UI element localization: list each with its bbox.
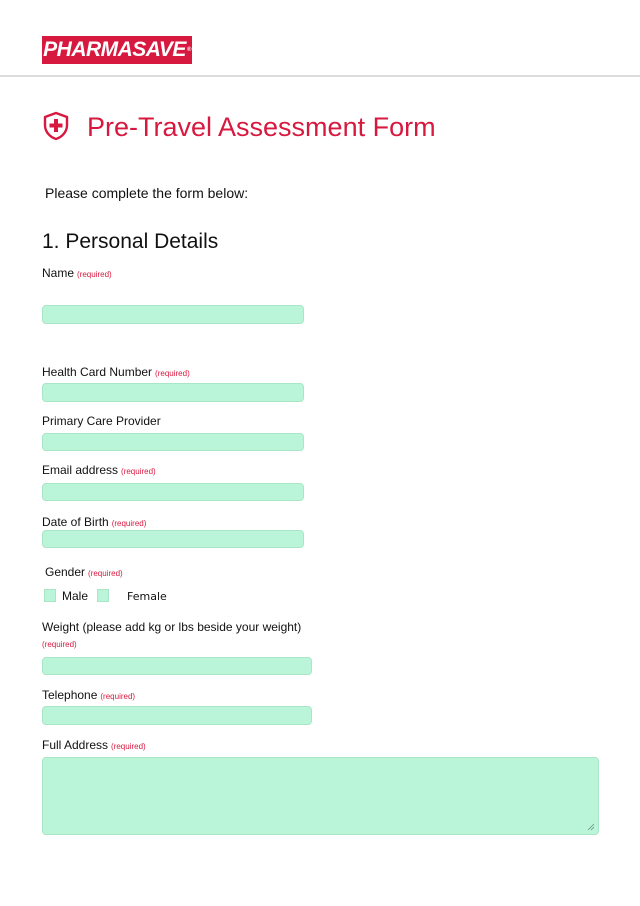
required-tag: (required) bbox=[42, 640, 77, 649]
address-label: Full Address (required) bbox=[42, 738, 146, 752]
header-divider bbox=[0, 75, 640, 77]
required-tag: (required) bbox=[121, 467, 156, 476]
gender-male-checkbox[interactable] bbox=[44, 589, 56, 602]
gender-female-checkbox[interactable] bbox=[97, 589, 109, 602]
gender-female-label: Female bbox=[127, 590, 167, 603]
email-input[interactable] bbox=[42, 483, 304, 501]
health-card-input[interactable] bbox=[42, 383, 304, 402]
section-title: 1. Personal Details bbox=[42, 230, 219, 253]
pharmasave-logo: PHARMASAVE® bbox=[42, 36, 192, 64]
name-label: Name (required) bbox=[42, 266, 112, 280]
shield-cross-icon bbox=[40, 110, 72, 142]
primary-care-input[interactable] bbox=[42, 433, 304, 451]
telephone-label: Telephone (required) bbox=[42, 688, 136, 702]
intro-text: Please complete the form below: bbox=[45, 185, 249, 201]
dob-label: Date of Birth (required) bbox=[42, 515, 147, 529]
gender-label: Gender (required) bbox=[45, 565, 123, 579]
telephone-input[interactable] bbox=[42, 706, 312, 725]
primary-care-label: Primary Care Provider bbox=[42, 414, 161, 428]
resize-handle-icon[interactable] bbox=[587, 823, 595, 831]
dob-input[interactable] bbox=[42, 530, 304, 548]
page-title: Pre-Travel Assessment Form bbox=[87, 112, 436, 142]
required-tag: (required) bbox=[77, 270, 112, 279]
required-tag: (required) bbox=[111, 742, 146, 751]
required-tag: (required) bbox=[100, 692, 136, 701]
required-tag: (required) bbox=[155, 369, 190, 378]
weight-input[interactable] bbox=[42, 657, 312, 675]
health-card-label: Health Card Number (required) bbox=[42, 365, 190, 379]
gender-male-label: Male bbox=[62, 589, 89, 603]
weight-label: Weight (please add kg or lbs beside your weight) bbox=[42, 620, 302, 634]
email-label: Email address (required) bbox=[42, 463, 156, 477]
address-textarea[interactable] bbox=[42, 757, 599, 835]
name-input[interactable] bbox=[42, 305, 304, 324]
required-tag: (required) bbox=[88, 569, 123, 578]
required-tag: (required) bbox=[111, 519, 147, 528]
